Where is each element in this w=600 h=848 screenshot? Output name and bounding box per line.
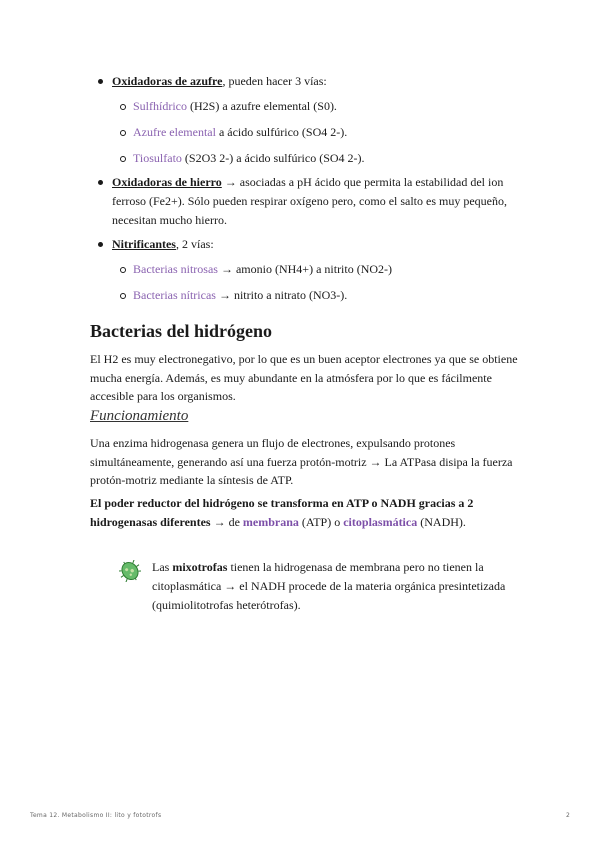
callout-text: tienen la hidrogenasa de membrana pero no tienen la citoplasmática → el NADH procede de la materia orgánica presintetizada (quimiolitotrofas heterótrofas).	[152, 560, 506, 612]
term-link: Azufre elemental	[133, 125, 216, 139]
item-text: (H2S) a azufre elemental (S0).	[187, 99, 337, 113]
term-bold: Oxidadoras de azufre	[112, 74, 223, 88]
list-item	[112, 173, 530, 230]
term-membrana: membrana	[242, 514, 299, 529]
footer-title: Tema 12. Metabolismo II: lito y fototrofs	[30, 812, 162, 819]
key-after2: (NADH).	[417, 514, 466, 529]
callout-term: mixotrofas	[172, 560, 228, 574]
term-citoplasmatica: citoplasmática	[343, 514, 418, 529]
section-heading: Bacterias del hidrógeno	[90, 321, 272, 341]
key-lead: El poder reductor del hidrógeno se transforma en ATP o NADH gracias a 2 hidrogenasas diferentes	[90, 496, 474, 529]
term-link: Bacterias nítricas	[133, 288, 216, 302]
page-number: 2	[566, 812, 570, 819]
callout-pre: Las	[152, 560, 173, 574]
list-item	[112, 72, 530, 91]
list-item	[112, 235, 530, 254]
term-link: Tiosulfato	[133, 151, 182, 165]
sub-list-item	[133, 123, 530, 142]
item-text: , pueden hacer 3 vías:	[222, 74, 327, 88]
callout-note	[152, 558, 530, 615]
term-bold: Oxidadoras de hierro	[112, 175, 222, 189]
item-text: → nitrito a nitrato (NO3-).	[215, 288, 348, 302]
key-mid: → de	[210, 514, 243, 529]
item-text: → asociadas a pH ácido que permita la estabilidad del ion ferroso (Fe2+). Sólo pueden respirar oxígeno pero, como el salto es muy pequeño, necesitan mucho hierro.	[112, 175, 507, 227]
key-paragraph	[90, 494, 530, 531]
term-bold: Nitrificantes	[112, 237, 176, 251]
term-link: Bacterias nitrosas	[133, 262, 218, 276]
item-text: (S2O3 2-) a ácido sulfúrico (SO4 2-).	[181, 151, 365, 165]
sub-list-item	[133, 286, 530, 305]
sub-list-item	[133, 260, 530, 279]
sub-list-item	[133, 149, 530, 168]
bacteria-icon	[119, 560, 141, 582]
body-paragraph: Una enzima hidrogenasa genera un flujo de electrones, expulsando protones simultáneamente, generando así una fuerza protón-motriz → La ATPasa disipa la fuerza protón-motriz mediante la síntesis de ATP.	[90, 436, 513, 487]
item-text: a ácido sulfúrico (SO4 2-).	[215, 125, 348, 139]
item-text: , 2 vías:	[175, 237, 214, 251]
item-text: → amonio (NH4+) a nitrito (NO2-)	[217, 262, 393, 276]
intro-paragraph: El H2 es muy electronegativo, por lo que es un buen aceptor electrones ya que se obtiene mucha energía. Además, es muy abundante en la atmósfera por lo que es fácilmente accesible para los organismos.	[90, 352, 518, 403]
term-link: Sulfhídrico	[133, 99, 187, 113]
subsection-heading: Funcionamiento	[90, 408, 189, 424]
sub-list-item	[133, 97, 530, 116]
key-after1: (ATP) o	[298, 514, 344, 529]
